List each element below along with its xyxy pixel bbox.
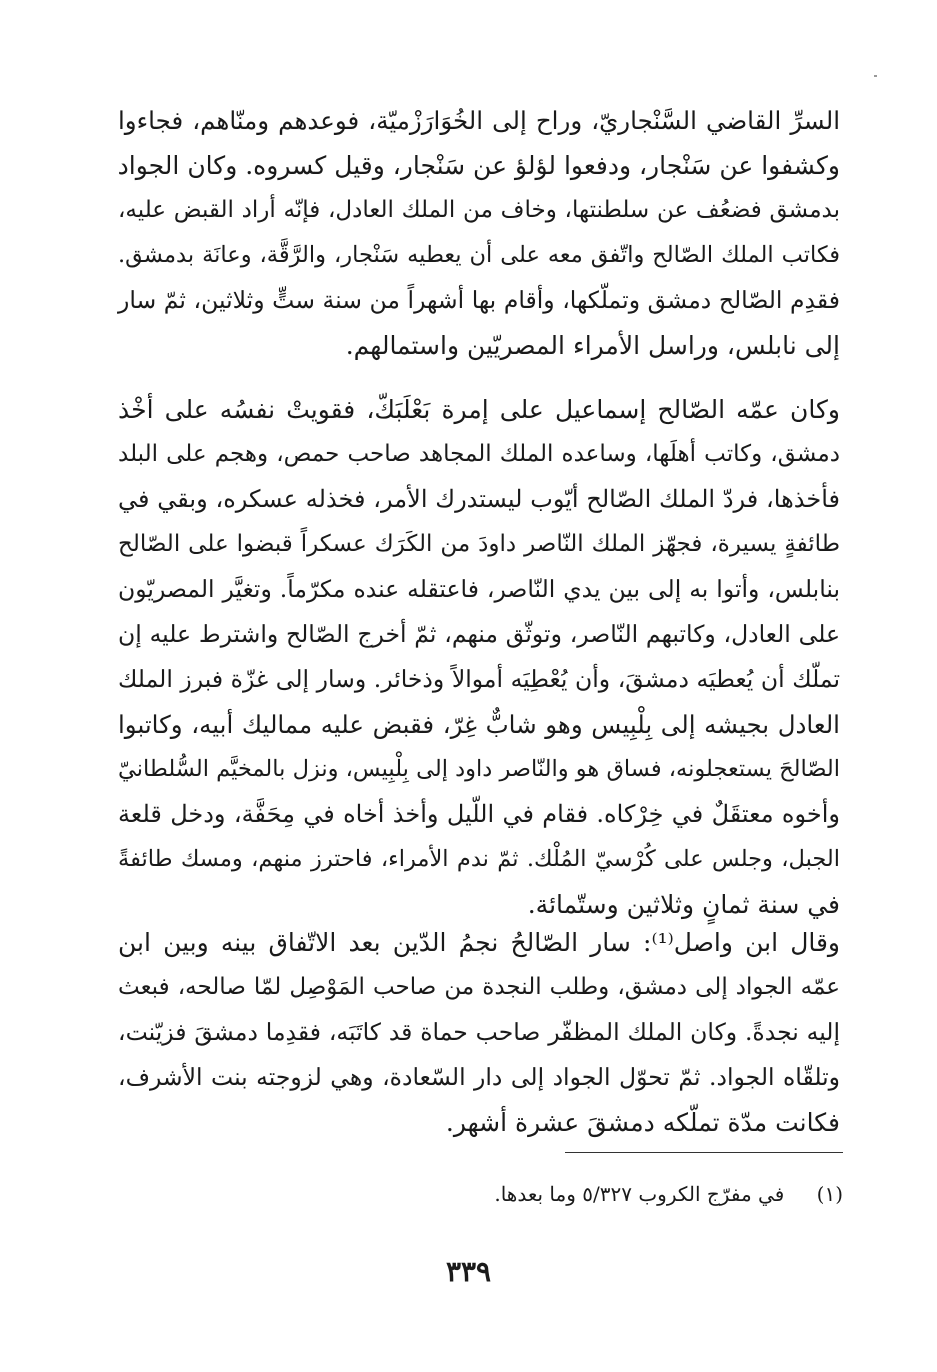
text-line: إلى نابلس، وراسل الأمراء المصريّين واستمالهم.	[345, 331, 840, 360]
text-line: العادل بجيشه إلى بِلْبِيس وهو شابٌّ غِرّ، فقبض عليه مماليك أبيه، وكاتبوا	[118, 710, 840, 739]
text-line: إليه نجدةً. وكان الملك المظفّر صاحب حماة قد كاتَبَه، فقدِما دمشقَ فزيّنت،	[118, 1018, 840, 1046]
text-line: تملّك أن يُعطيَه دمشقَ، وأن يُعْطِيَه أموالاً وذخائر. وسار إلى غزّة فبرز الملك	[118, 665, 840, 693]
paragraph-3	[118, 920, 840, 1145]
footnote	[494, 1180, 843, 1208]
footnote-number: (١)	[816, 1182, 843, 1206]
text-line: فكانت مدّة تملّكه دمشقَ عشرة أشهر.	[445, 1108, 840, 1137]
text-line: على العادل، وكاتبهم النّاصر، وتوثّق منهم، ثمّ أخرج الصّالح واشترط عليه إن	[118, 620, 840, 648]
text-line: وقال ابن واصل⁽¹⁾: سار الصّالحُ نجمُ الدّين بعد الاتّفاق بينه وبين ابن	[118, 928, 840, 957]
scan-mark	[874, 75, 877, 77]
text-line: الجبل، وجلس على كُرْسيّ المُلْك. ثمّ ندم الأمراء، فاحترز منهم، ومسك طائفةً	[118, 846, 840, 872]
text-line: فكاتب الملك الصّالح واتّفق معه على أن يعطيه سَنْجار، والرَّقَّة، وعانَة بدمشق.	[118, 242, 841, 268]
text-line: وكشفوا عن سَنْجار، ودفعوا لؤلؤ عن سَنْجار، وقيل كسروه. وكان الجواد	[117, 151, 840, 180]
paragraph-2	[118, 387, 840, 927]
footnote-text: في مفرّج الكروب ٥/٣٢٧ وما بعدها.	[494, 1182, 785, 1206]
text-line: دمشق، وكاتب أهلَها، وساعده الملك المجاهد صاحب حمص، وهجم على البلد	[118, 441, 840, 467]
text-line: وكان عمّه الصّالح إسماعيل على إمرة بَعْلَبَكّ، فقويتْ نفسُه على أخْذ	[118, 395, 840, 424]
text-line: السرِّ القاضي السَّنْجاريّ، وراح إلى الخُوَارَزْميّة، فوعدهم ومنّاهم، فجاءوا	[118, 106, 840, 135]
footnote-divider	[565, 1152, 843, 1153]
text-line: فأخذها، فردّ الملك الصّالح أيّوب ليستدرك الأمر، فخذله عسكره، وبقي في	[118, 485, 840, 513]
text-line: بدمشق فضعُف عن سلطنتها، وخاف من الملك العادل، فإنّه أراد القبض عليه،	[118, 197, 840, 223]
text-line: وأخوه معتقَلٌ في خِرْكاه. فقام في اللّيل وأخذ أخاه في مِحَفَّة، ودخل قلعة	[118, 800, 840, 828]
text-line: طائفةٍ يسيرة، فجهّز الملك النّاصر داودَ من الكَرَك عسكراً قبضوا على الصّالح	[118, 531, 840, 557]
text-line: بنابلس، وأتوا به إلى بين يدي النّاصر، فاعتقله عنده مكرّماً. وتغيَّر المصريّون	[118, 575, 840, 603]
text-line: في سنة ثمانٍ وثلاثين وستّمائة.	[527, 890, 840, 919]
text-line: الصّالحَ يستعجلونه، فساق هو والنّاصر داود إلى بِلْبِيس، ونزل بالمخيَّم السُّلطانيّ	[118, 756, 840, 782]
text-line: فقدِم الصّالح دمشق وتملّكها، وأقام بها أشهراً من سنة ستٍّ وثلاثين، ثمّ سار	[118, 286, 840, 314]
paragraph-1	[118, 98, 840, 368]
page-number: ٣٣٩	[445, 1255, 492, 1288]
text-line: عمّه الجواد إلى دمشق، وطلب النجدة من صاحب المَوْصِل لمّا صالحه، فبعث	[118, 974, 840, 1000]
text-line: وتلقّاه الجواد. ثمّ تحوّل الجواد إلى دار السّعادة، وهي لزوجته بنت الأشرف،	[118, 1063, 840, 1091]
